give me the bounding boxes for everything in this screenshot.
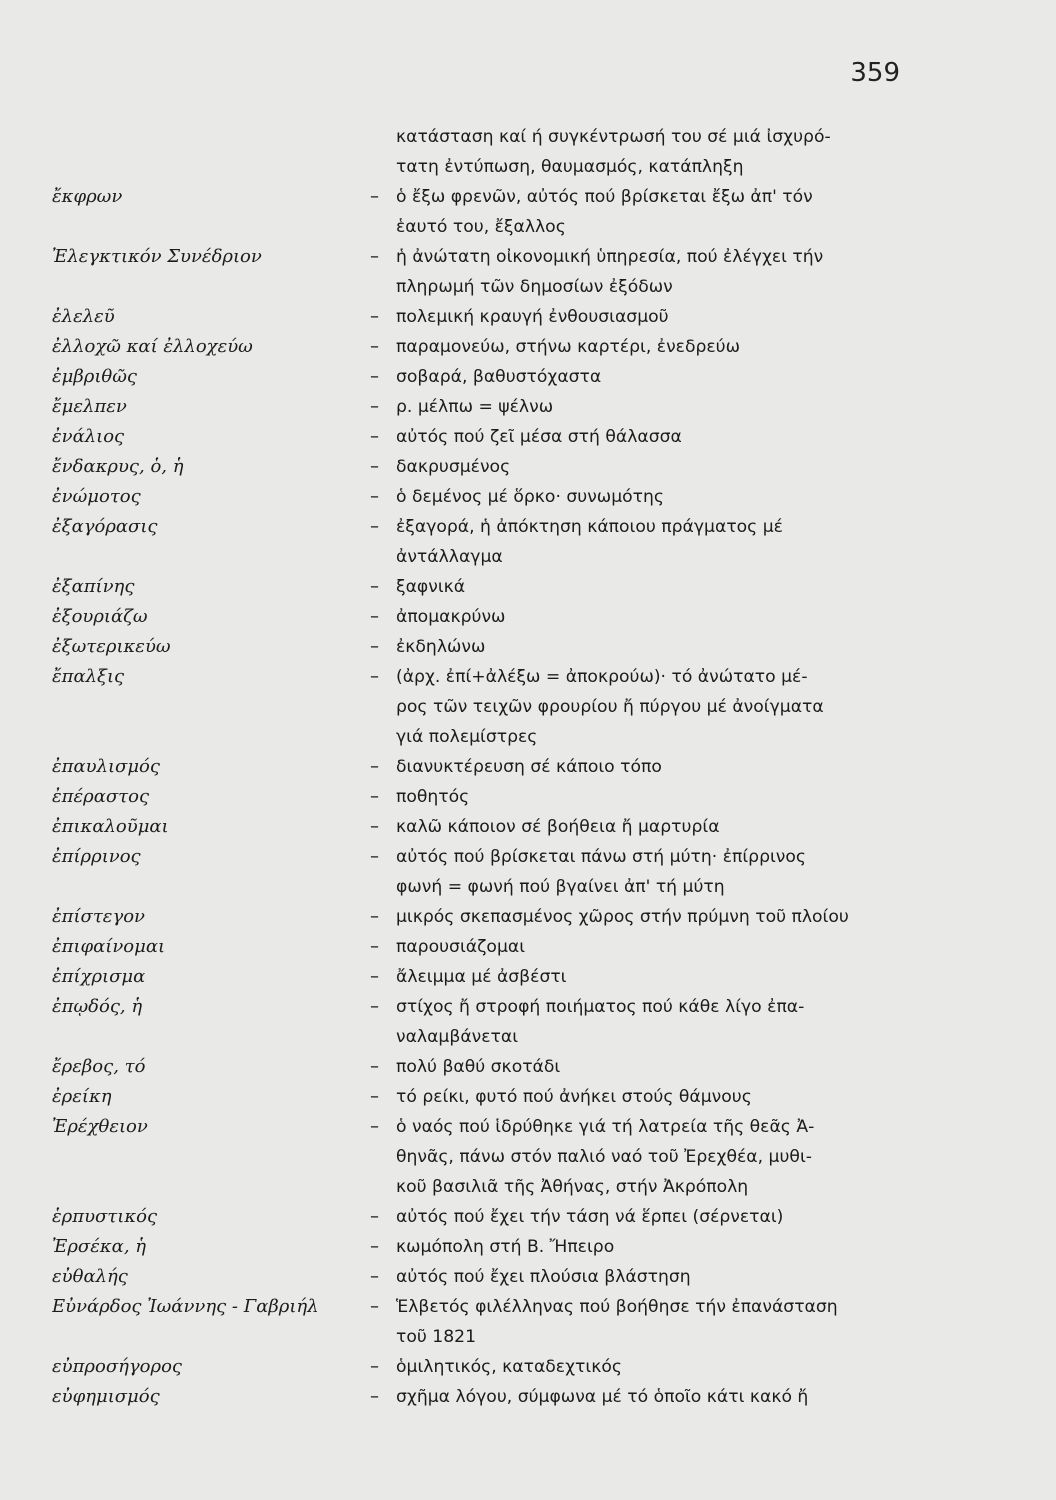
glossary-entry <box>52 992 922 1052</box>
entry-term: ἐνώμοτος <box>52 486 141 507</box>
entry-term: ἑρπυστικός <box>52 1206 158 1227</box>
glossary-entry <box>52 1052 922 1082</box>
entry-term: εὐθαλής <box>52 1266 128 1287</box>
definition-line: αὐτός πού βρίσκεται πάνω στή μύτη· ἐπίρρινος <box>396 847 806 867</box>
definition-line: ἀπομακρύνω <box>396 607 506 627</box>
definition-line: πολεμική κραυγή ἐνθουσιασμοῦ <box>396 307 669 327</box>
entry-dash: – <box>370 756 379 777</box>
entry-dash: – <box>370 396 379 417</box>
definition-line: αὐτός πού ζεῖ μέσα στή θάλασσα <box>396 427 682 447</box>
glossary-entry <box>52 392 922 422</box>
entry-definition <box>396 1112 922 1202</box>
entry-term: ἐπίρρινος <box>52 846 141 867</box>
entry-definition <box>396 452 922 482</box>
definition-line: σχῆμα λόγου, σύμφωνα μέ τό ὁποῖο κάτι κακό ἤ <box>396 1387 809 1407</box>
entry-definition <box>396 422 922 452</box>
entry-dash: – <box>370 1296 379 1317</box>
entry-definition <box>396 302 922 332</box>
entry-dash: – <box>370 936 379 957</box>
glossary-entry <box>52 452 922 482</box>
entry-term: Ἐλεγκτικόν Συνέδριον <box>52 246 262 267</box>
entry-term: ἐπῳδός, ἡ <box>52 996 143 1017</box>
definition-line: ἡ ἀνώτατη οἰκονομική ὑπηρεσία, πού ἐλέγχει τήν <box>396 247 824 267</box>
entry-definition <box>396 1082 922 1112</box>
definition-line: Ἑλβετός φιλέλληνας πού βοήθησε τήν ἐπανάσταση <box>396 1297 838 1317</box>
entry-dash: – <box>370 846 379 867</box>
entry-dash: – <box>370 786 379 807</box>
entry-definition <box>396 1382 922 1412</box>
entry-term: ἐξαπίνης <box>52 576 135 597</box>
entry-dash: – <box>370 1206 379 1227</box>
definition-line: ρος τῶν τειχῶν φρουρίου ἤ πύργου μέ ἀνοίγματα <box>396 697 824 717</box>
definition-line: δακρυσμένος <box>396 457 511 477</box>
definition-line: ἐξαγορά, ἡ ἀπόκτηση κάποιου πράγματος μέ <box>396 517 783 537</box>
entry-dash: – <box>370 426 379 447</box>
glossary-entry <box>52 1112 922 1202</box>
entry-definition <box>396 392 922 422</box>
continuation-text <box>396 122 922 182</box>
entry-dash: – <box>370 576 379 597</box>
definition-line: ξαφνικά <box>396 577 466 597</box>
definition-line: κοῦ βασιλιᾶ τῆς Ἀθήνας, στήν Ἀκρόπολη <box>396 1177 749 1197</box>
definition-line: ὁ ἔξω φρενῶν, αὐτός πού βρίσκεται ἔξω ἀπ' τόν <box>396 187 813 207</box>
entry-definition <box>396 662 922 752</box>
definition-line: ὁμιλητικός, καταδεχτικός <box>396 1357 622 1377</box>
entry-definition <box>396 332 922 362</box>
entry-dash: – <box>370 1086 379 1107</box>
entry-term: ἐπέραστος <box>52 786 150 807</box>
definition-line: ὁ ναός πού ἱδρύθηκε γιά τή λατρεία τῆς θεᾶς Ἀ- <box>396 1117 815 1137</box>
definition-line: καλῶ κάποιον σέ βοήθεια ἤ μαρτυρία <box>396 817 720 837</box>
entry-term: ἐξωτερικεύω <box>52 636 171 657</box>
entry-definition <box>396 1292 922 1352</box>
entry-term: ἐπικαλοῦμαι <box>52 816 169 837</box>
entry-dash: – <box>370 1386 379 1407</box>
glossary-entry <box>52 632 922 662</box>
entry-term: Εὐνάρδος Ἰωάννης - Γαβριήλ <box>52 1296 319 1317</box>
entry-term: ἐρείκη <box>52 1086 112 1107</box>
entry-definition <box>396 782 922 812</box>
entry-term: ἐνάλιος <box>52 426 125 447</box>
definition-line: ἀντάλλαγμα <box>396 547 503 567</box>
entry-term: ἔπαλξις <box>52 666 125 687</box>
definition-line: διανυκτέρευση σέ κάποιο τόπο <box>396 757 662 777</box>
entry-term: ἐπίχρισμα <box>52 966 146 987</box>
entry-term: Ἐρσέκα, ἡ <box>52 1236 147 1257</box>
entry-dash: – <box>370 906 379 927</box>
entry-term: ἔκφρων <box>52 186 123 207</box>
page-number: 359 <box>850 58 900 88</box>
entry-definition <box>396 602 922 632</box>
glossary-entry <box>52 332 922 362</box>
definition-line: ἑαυτό του, ἔξαλλος <box>396 217 566 237</box>
entry-dash: – <box>370 1356 379 1377</box>
glossary-entry <box>52 512 922 572</box>
glossary-entry <box>52 1232 922 1262</box>
entry-definition <box>396 752 922 782</box>
entry-dash: – <box>370 996 379 1017</box>
entry-term: ἐπαυλισμός <box>52 756 160 777</box>
entry-term: ἐλελεῦ <box>52 306 115 327</box>
glossary-entry <box>52 962 922 992</box>
entry-definition <box>396 1352 922 1382</box>
entry-definition <box>396 1262 922 1292</box>
glossary-entry <box>52 902 922 932</box>
glossary-entry <box>52 1202 922 1232</box>
entry-term: ἐλλοχῶ καί ἐλλοχεύω <box>52 336 253 357</box>
entry-term: εὐφημισμός <box>52 1386 160 1407</box>
entry-definition <box>396 512 922 572</box>
entry-term: ἔνδακρυς, ὁ, ἡ <box>52 456 184 477</box>
entry-term: εὐπροσήγορος <box>52 1356 183 1377</box>
glossary-entry <box>52 782 922 812</box>
glossary-entry <box>52 572 922 602</box>
definition-line: ναλαμβάνεται <box>396 1027 519 1047</box>
definition-line: φωνή = φωνή πού βγαίνει ἀπ' τή μύτη <box>396 877 725 897</box>
definition-line: στίχος ἤ στροφή ποιήματος πού κάθε λίγο ἐπα- <box>396 997 805 1017</box>
entry-term: ἐμβριθῶς <box>52 366 137 387</box>
glossary-entry <box>52 662 922 752</box>
glossary-entry <box>52 1352 922 1382</box>
glossary-entry <box>52 362 922 392</box>
definition-line: ρ. μέλπω = ψέλνω <box>396 397 554 417</box>
definition-line: πληρωμή τῶν δημοσίων ἐξόδων <box>396 277 673 297</box>
glossary-entry <box>52 242 922 302</box>
entry-dash: – <box>370 306 379 327</box>
definition-line: πολύ βαθύ σκοτάδι <box>396 1057 561 1077</box>
definition-line: ποθητός <box>396 787 470 807</box>
entry-dash: – <box>370 1236 379 1257</box>
entry-dash: – <box>370 516 379 537</box>
glossary-entry <box>52 812 922 842</box>
entry-dash: – <box>370 666 379 687</box>
entry-term: ἐξαγόρασις <box>52 516 158 537</box>
glossary-entry <box>52 1082 922 1112</box>
entry-dash: – <box>370 606 379 627</box>
entry-dash: – <box>370 246 379 267</box>
glossary-entry <box>52 1292 922 1352</box>
definition-line: τατη ἐντύπωση, θαυμασμός, κατάπληξη <box>396 157 744 177</box>
entry-definition <box>396 992 922 1052</box>
glossary-entry <box>52 752 922 782</box>
definition-line: αὐτός πού ἔχει τήν τάση νά ἕρπει (σέρνεται) <box>396 1207 784 1227</box>
definition-line: ἄλειμμα μέ ἀσβέστι <box>396 967 567 987</box>
glossary-entries <box>52 122 922 1412</box>
entry-dash: – <box>370 456 379 477</box>
definition-line: τό ρείκι, φυτό πού ἀνήκει στούς θάμνους <box>396 1087 752 1107</box>
entry-term: ἐξουριάζω <box>52 606 148 627</box>
glossary-entry <box>52 932 922 962</box>
entry-dash: – <box>370 1056 379 1077</box>
entry-dash: – <box>370 1116 379 1137</box>
entry-term: ἐπίστεγον <box>52 906 145 927</box>
definition-line: κατάσταση καί ή συγκέντρωσή του σέ μιά ἰσχυρό- <box>396 127 831 147</box>
entry-dash: – <box>370 1266 379 1287</box>
definition-line: τοῦ 1821 <box>396 1327 477 1347</box>
entry-term: ἐπιφαίνομαι <box>52 936 166 957</box>
definition-line: γιά πολεμίστρες <box>396 727 538 747</box>
entry-definition <box>396 812 922 842</box>
entry-dash: – <box>370 186 379 207</box>
glossary-entry <box>52 302 922 332</box>
definition-line: παρουσιάζομαι <box>396 937 526 957</box>
entry-definition <box>396 902 922 932</box>
glossary-entry <box>52 842 922 902</box>
entry-definition <box>396 1202 922 1232</box>
entry-definition <box>396 1232 922 1262</box>
entry-dash: – <box>370 366 379 387</box>
glossary-entry <box>52 1262 922 1292</box>
entry-definition <box>396 932 922 962</box>
entry-term: ἔρεβος, τό <box>52 1056 146 1077</box>
entry-definition <box>396 482 922 512</box>
entry-term: Ἐρέχθειον <box>52 1116 148 1137</box>
glossary-entry <box>52 602 922 632</box>
entry-definition <box>396 632 922 662</box>
entry-definition <box>396 362 922 392</box>
glossary-entry <box>52 422 922 452</box>
definition-line: ἐκδηλώνω <box>396 637 486 657</box>
definition-line: (ἀρχ. ἐπί+ἀλέξω = ἀποκρούω)· τό ἀνώτατο μέ- <box>396 667 808 687</box>
glossary-entry <box>52 182 922 242</box>
definition-line: θηνᾶς, πάνω στόν παλιό ναό τοῦ Ἐρεχθέα, μυθι- <box>396 1147 812 1167</box>
entry-definition <box>396 962 922 992</box>
definition-line: ὁ δεμένος μέ ὅρκο· συνωμότης <box>396 487 664 507</box>
definition-line: κωμόπολη στή Β. Ἤπειρο <box>396 1237 615 1257</box>
entry-definition <box>396 1052 922 1082</box>
entry-definition <box>396 572 922 602</box>
definition-line: παραμονεύω, στήνω καρτέρι, ἐνεδρεύω <box>396 337 741 357</box>
entry-definition <box>396 182 922 242</box>
definition-line: μικρός σκεπασμένος χῶρος στήν πρύμνη τοῦ πλοίου <box>396 907 849 927</box>
glossary-entry <box>52 482 922 512</box>
entry-definition <box>396 842 922 902</box>
entry-dash: – <box>370 816 379 837</box>
entry-dash: – <box>370 336 379 357</box>
entry-dash: – <box>370 966 379 987</box>
glossary-entry <box>52 1382 922 1412</box>
entry-definition <box>396 242 922 302</box>
continuation-block <box>52 122 922 182</box>
entry-term: ἔμελπεν <box>52 396 127 417</box>
entry-dash: – <box>370 486 379 507</box>
entry-dash: – <box>370 636 379 657</box>
definition-line: σοβαρά, βαθυστόχαστα <box>396 367 602 387</box>
definition-line: αὐτός πού ἔχει πλούσια βλάστηση <box>396 1267 691 1287</box>
